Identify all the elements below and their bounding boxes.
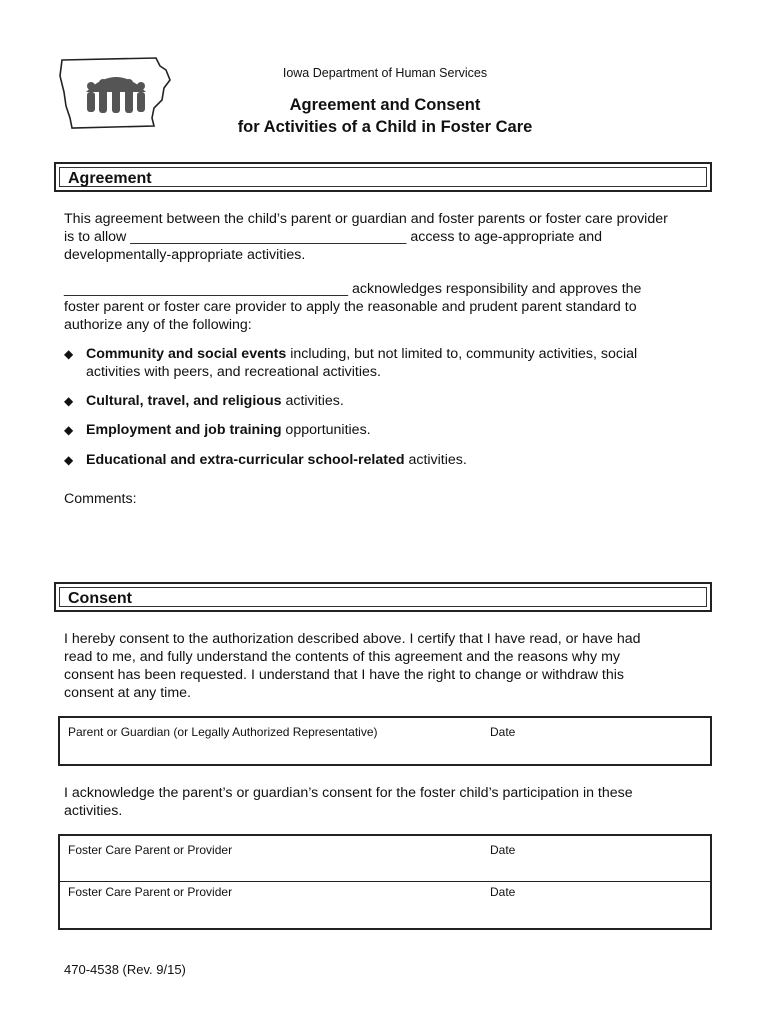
agreement-paragraph-1 [64, 210, 714, 264]
consent-line-2: read to me, and fully understand the contents of this agreement and the reasons why my [64, 649, 621, 665]
provider-signature-label-1: Foster Care Parent or Provider [68, 843, 233, 857]
bullet-text: activities. [281, 393, 344, 409]
diamond-bullet-icon: ◆ [64, 347, 74, 361]
provider-signature-label-2: Foster Care Parent or Provider [68, 885, 233, 899]
ack-line-2: activities. [64, 803, 123, 819]
bullet-bold-text: Cultural, travel, and religious [86, 393, 282, 409]
consent-line-4: consent at any time. [64, 685, 191, 701]
consent-paragraph [64, 630, 714, 702]
bullet-bold-text: Educational and extra-curricular school-related [86, 452, 405, 468]
agreement-p1-line-2[interactable]: is to allow ___________________________________ access to age-appropriate and [64, 229, 602, 245]
parent-date-label: Date [490, 725, 516, 739]
agreement-p1-line-1: This agreement between the child’s parent or guardian and foster parents or foster care provider [64, 211, 668, 227]
agreement-section-header [54, 162, 712, 192]
consent-line-1: I hereby consent to the authorization described above. I certify that I have read, or have had [64, 631, 641, 647]
bullet-text: opportunities. [281, 422, 371, 438]
form-title-line-2: for Activities of a Child in Foster Care [237, 118, 533, 136]
bullet-bold-text: Employment and job training [86, 422, 282, 438]
bullet-text-line-2: activities with peers, and recreational activities. [86, 364, 381, 380]
bullet-text: including, but not limited to, community activities, social [286, 346, 638, 362]
agreement-p2-line-2: foster parent or foster care provider to apply the reasonable and prudent parent standard to [64, 299, 637, 315]
comments-label: Comments: [64, 491, 137, 507]
parent-signature-box[interactable] [58, 716, 712, 766]
diamond-bullet-icon: ◆ [64, 394, 74, 408]
diamond-bullet-icon: ◆ [64, 453, 74, 467]
bullet-text: activities. [404, 452, 467, 468]
ack-line-1: I acknowledge the parent’s or guardian’s consent for the foster child’s participation in these [64, 785, 633, 801]
agreement-p2-line-1[interactable]: ____________________________________ acknowledges responsibility and approves the [64, 281, 642, 297]
consent-heading: Consent [68, 590, 132, 607]
department-name: Iowa Department of Human Services [282, 66, 488, 80]
agreement-paragraph-2 [64, 280, 714, 334]
consent-line-3: consent has been requested. I understand that I have the right to change or withdraw this [64, 667, 624, 683]
form-number: 470-4538 (Rev. 9/15) [64, 962, 186, 977]
agreement-p2-line-3: authorize any of the following: [64, 317, 252, 333]
bullet-bold-text: Community and social events [86, 346, 287, 362]
consent-section-header [54, 582, 712, 612]
agreement-heading: Agreement [68, 170, 152, 187]
provider-date-label-1: Date [490, 843, 516, 857]
provider-date-label-2: Date [490, 885, 516, 899]
diamond-bullet-icon: ◆ [64, 423, 74, 437]
acknowledgement-paragraph [64, 784, 714, 820]
agreement-p1-line-3: developmentally-appropriate activities. [64, 247, 306, 263]
divider [60, 881, 710, 882]
form-title-line-1: Agreement and Consent [289, 96, 481, 114]
comments-area[interactable] [64, 510, 714, 570]
provider-signature-box[interactable] [58, 834, 712, 930]
parent-signature-label: Parent or Guardian (or Legally Authorized Representative) [68, 725, 378, 739]
